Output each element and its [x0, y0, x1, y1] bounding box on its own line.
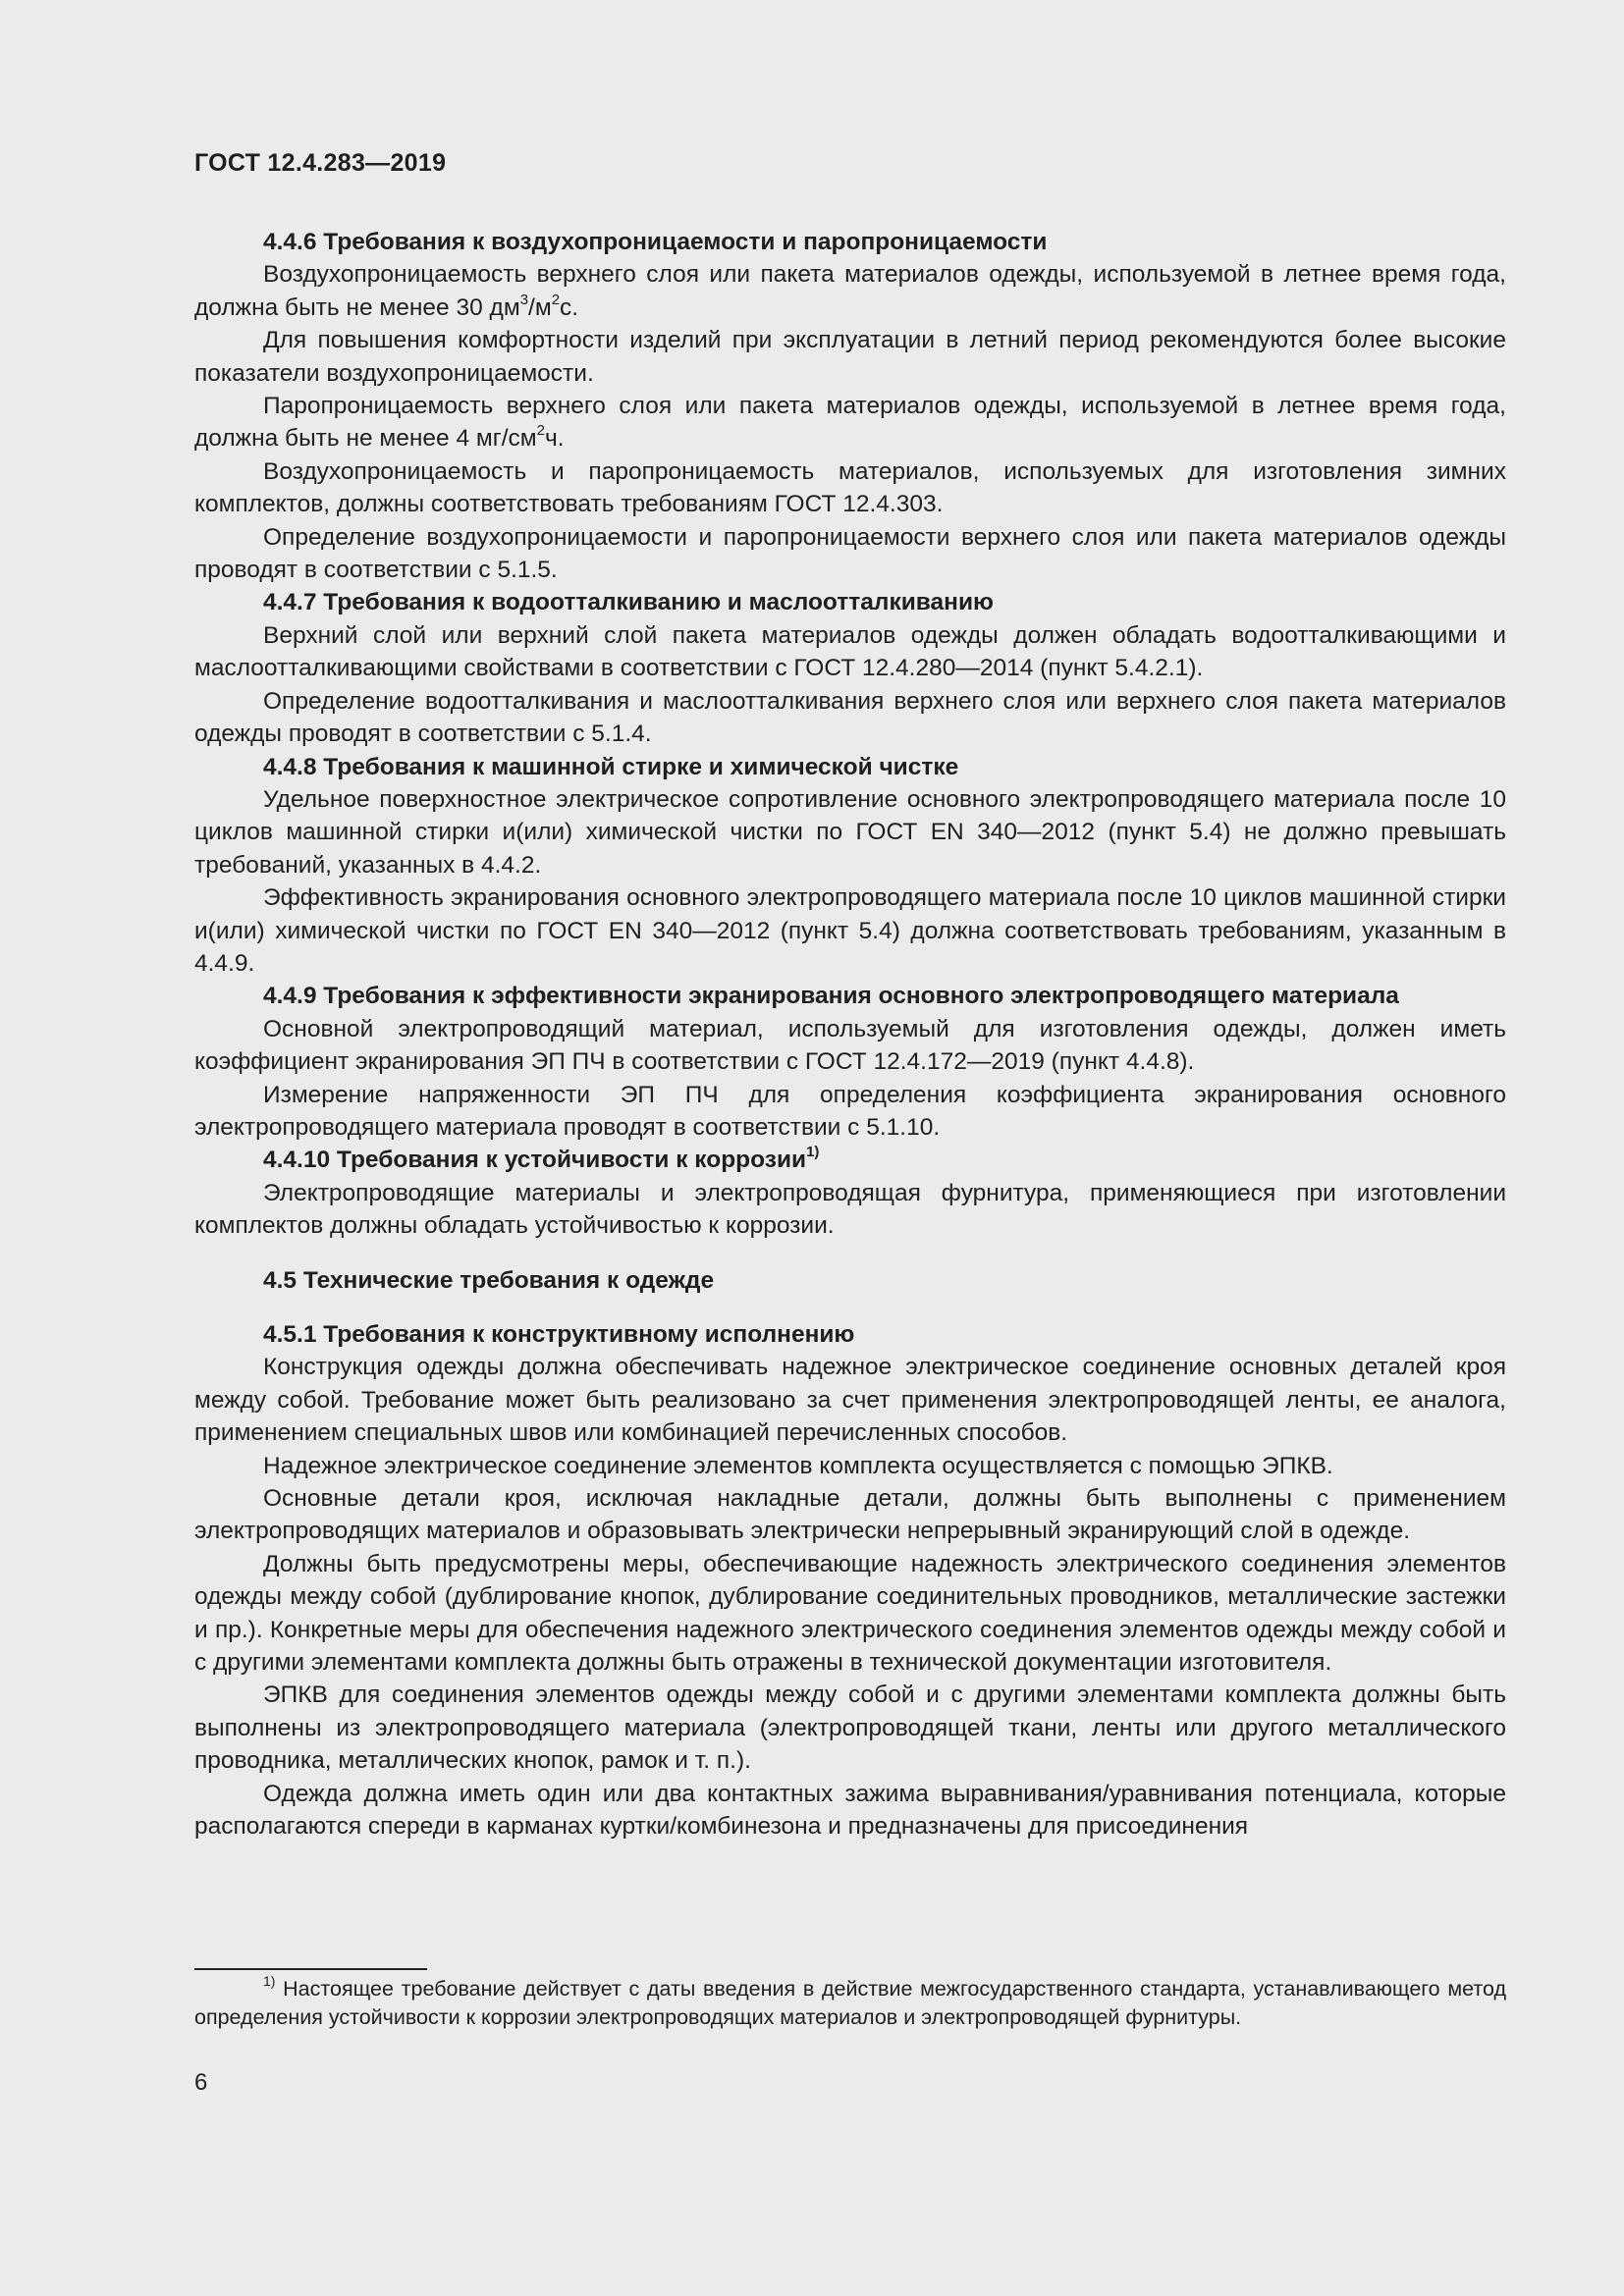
footnote-ref[interactable]: 1): [806, 1144, 820, 1161]
superscript: 2: [551, 291, 561, 308]
paragraph: ЭПКВ для соединения элементов одежды между собой и с другими элементами комплекта должны быть выполнены из электропроводящего материала (электропроводящей ткани, ленты или другого металлического проводника, металлических кнопок, рамок и т. п.).: [194, 1682, 1506, 1775]
paragraph: Воздухопроницаемость и паропроницаемость материалов, используемых для изготовления зимних комплектов, должны соответствовать требованиям ГОСТ 12.4.303.: [194, 457, 1506, 518]
text: с.: [560, 294, 579, 321]
paragraph: [194, 258, 1506, 324]
paragraph: [194, 390, 1506, 455]
paragraph: Измерение напряженности ЭП ПЧ для определения коэффициента экранирования основного электропроводящего материала проводят в соответствии с 5.1.10.: [194, 1081, 1506, 1141]
section-4-4-6-heading: 4.4.6 Требования к воздухопроницаемости и паропроницаемости: [263, 229, 1048, 255]
superscript: 2: [536, 422, 545, 440]
paragraph: Конструкция одежды должна обеспечивать надежное электрическое соединение основных деталей кроя между собой. Требование может быть реализовано за счет применения электропроводящей ленты, ее аналога, применением специальных швов или комбинацией перечисленных способов.: [194, 1354, 1506, 1447]
paragraph: Должны быть предусмотрены меры, обеспечивающие надежность электрического соединения элементов одежды между собой (дублирование кнопок, дублирование соединительных проводников, металлические застежки и пр.). Конкретные меры для обеспечения надежного электрического соединения элементов одежды между собой и с другими элементами комплекта должны быть отражены в технической документации изготовителя.: [194, 1550, 1506, 1677]
section-4-5-1-heading: 4.5.1 Требования к конструктивному исполнению: [263, 1321, 855, 1348]
section-4-4-10-heading: [194, 1144, 1506, 1176]
footnote-marker: 1): [263, 1972, 276, 1989]
paragraph: Определение воздухопроницаемости и паропроницаемости верхнего слоя или пакета материалов одежды проводят в соответствии с 5.1.5.: [194, 523, 1506, 584]
section-4-5-heading: 4.5 Технические требования к одежде: [263, 1266, 715, 1294]
section-4-4-9-heading: 4.4.9 Требования к эффективности экранирования основного электропроводящего материала: [263, 983, 1399, 1010]
page-number: 6: [194, 2069, 208, 2096]
paragraph: Для повышения комфортности изделий при эксплуатации в летний период рекомендуются более высокие показатели воздухопроницаемости.: [194, 327, 1506, 387]
paragraph: Надежное электрическое соединение элементов комплекта осуществляется с помощью ЭПКВ.: [263, 1452, 1333, 1479]
text: Воздухопроницаемость верхнего слоя или пакета материалов одежды, используемой в летнее время года, должна быть не менее 30 дм: [194, 261, 1506, 321]
paragraph: Основные детали кроя, исключая накладные детали, должны быть выполнены с применением электропроводящих материалов и образовывать электрически непрерывный экранирующий слой в одежде.: [194, 1485, 1506, 1545]
footnote-divider: [194, 1968, 427, 1970]
paragraph: Эффективность экранирования основного электропроводящего материала после 10 циклов машинной стирки и(или) химической чистки по ГОСТ EN 340—2012 (пункт 5.4) должна соответствовать требованиям, указанным в 4.4.9.: [194, 884, 1506, 977]
page-header-title: ГОСТ 12.4.283—2019: [194, 149, 447, 177]
section-4-4-8-heading: 4.4.8 Требования к машинной стирке и химической чистке: [263, 753, 959, 780]
paragraph: Определение водоотталкивания и маслоотталкивания верхнего слоя или верхнего слоя пакета материалов одежды проводят в соответствии с 5.1.4.: [194, 687, 1506, 748]
superscript: 3: [519, 291, 529, 308]
paragraph: Верхний слой или верхний слой пакета материалов одежды должен обладать водоотталкивающими и маслоотталкивающими свойствами в соответствии с ГОСТ 12.4.280—2014 (пункт 5.4.2.1).: [194, 621, 1506, 682]
heading-text: 4.4.10 Требования к устойчивости к коррозии: [263, 1147, 807, 1174]
text: ч.: [544, 425, 565, 453]
paragraph: Основной электропроводящий материал, используемый для изготовления одежды, должен иметь коэффициент экранирования ЭП ПЧ в соответствии с ГОСТ 12.4.172—2019 (пункт 4.4.8).: [194, 1015, 1506, 1076]
document-body: [194, 226, 1506, 1843]
paragraph: Электропроводящие материалы и электропроводящая фурнитура, применяющиеся при изготовлении комплектов должны обладать устойчивостью к коррозии.: [194, 1179, 1506, 1240]
footnote-text: [194, 1972, 1506, 2032]
text: /м: [528, 294, 552, 321]
paragraph: Одежда должна иметь один или два контактных зажима выравнивания/уравнивания потенциала, которые располагаются спереди в карманах куртки/комбинезона и предназначены для присоединения: [194, 1780, 1506, 1841]
footnote-body: Настоящее требование действует с даты введения в действие межгосударственного стандарта, устанавливающего метод определения устойчивости к коррозии электропроводящих материалов и электропроводящей фурнитуры.: [194, 1977, 1506, 2029]
paragraph: Удельное поверхностное электрическое сопротивление основного электропроводящего материала после 10 циклов машинной стирки и(или) химической чистки по ГОСТ EN 340—2012 (пункт 5.4) не должно превышать требований, указанных в 4.4.2.: [194, 785, 1506, 879]
text: Паропроницаемость верхнего слоя или пакета материалов одежды, используемой в летнее время года, должна быть не менее 4 мг/см: [194, 393, 1506, 453]
footnote: [194, 1972, 1506, 2032]
section-4-4-7-heading: 4.4.7 Требования к водоотталкиванию и маслоотталкиванию: [263, 589, 994, 616]
